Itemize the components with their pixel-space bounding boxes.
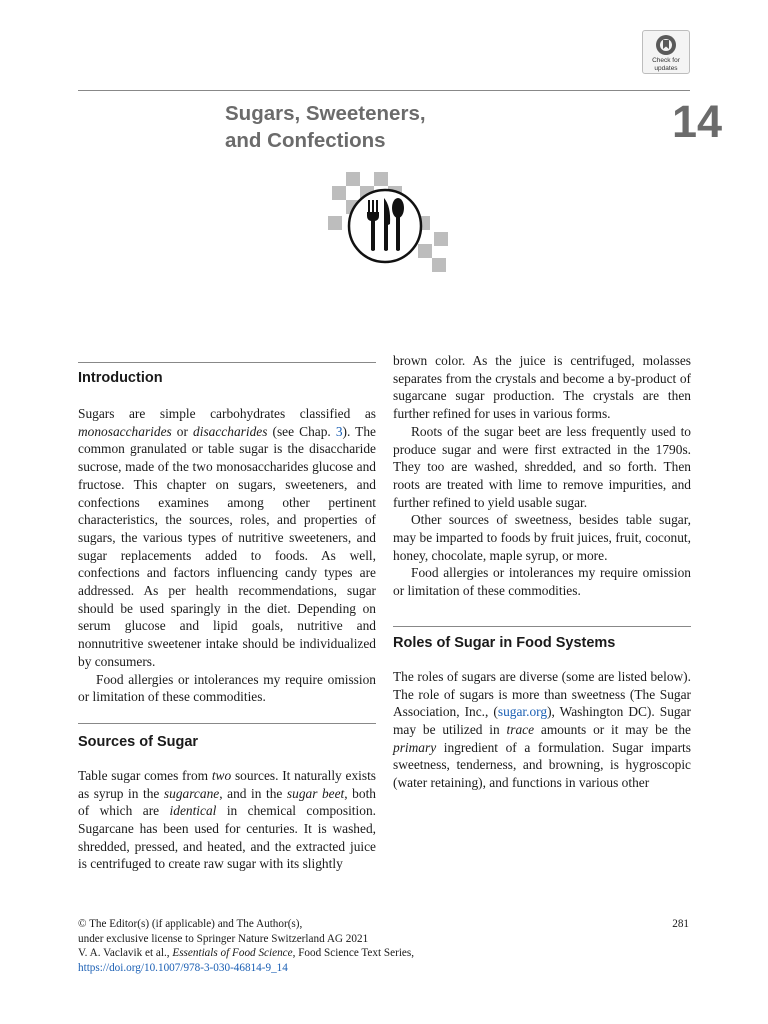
section-heading-roles: Roles of Sugar in Food Systems [393,634,616,651]
sugar-org-link[interactable]: sugar.org [497,704,548,720]
copyright-line: © The Editor(s) (if applicable) and The Author(s), [78,918,303,930]
right-column [393,352,691,792]
badge-label-line1: Check for [652,57,680,64]
introduction-paragraph-2: Food allergies or intolerances my require omission or limitation of these commodities. [78,671,376,705]
left-column [78,362,376,873]
chapter-title [225,100,585,154]
introduction-paragraph-1: Sugars are simple carbohydrates classified as monosaccharides or disaccharides (see Chap. 3). The common granulated or table sugar is the disaccharide sucrose, made of the two monosaccharides glucose and fructose. This chapter on sugars, sweeteners, and confections examines among other pertinent characteristics, the sources, roles, and properties of sugars, the various types of nutritive sweeteners, and sugar replacements added to foods. As well, confections and factors influencing candy types are addressed. As per health recommendations, sugar should be used sparingly in the diet. Depending on serum glucose and lipid goals, nutritive and nonnutritive sweetener intake should be individualized by consumers. [78,406,377,669]
sources-paragraph-2: Roots of the sugar beet are less frequently used to produce sugar and were first extracted in the 1790s. They too are washed, shredded, and so forth. Then roots are treated with lime to remove impurities, and further refined to yield usable sugar. [393,423,691,510]
sources-paragraph-3: Other sources of sweetness, besides table sugar, may be imparted to foods by fruit juices, fruit, coconut, honey, chocolate, maple syrup, or more. [393,512,691,563]
citation-line: V. A. Vaclavik et al., Essentials of Food Science, Food Science Text Series, [78,947,415,960]
chapter-3-link[interactable]: 3 [335,423,343,439]
header-rule [78,90,690,91]
bookmark-circle-icon [655,34,677,56]
page-number: 281 [672,918,689,930]
footer-legal [78,917,638,975]
chapter-title-line1: Sugars, Sweeteners, [225,102,426,125]
badge-label-line2: updates [654,65,678,72]
fork-knife-spoon-icon [328,170,452,274]
doi-link[interactable]: https://doi.org/10.1007/978-3-030-46814-9_14 [78,961,288,974]
section-heading-sources: Sources of Sugar [78,733,199,750]
sources-paragraph-1-continued: brown color. As the juice is centrifuged, molasses separates from the crystals and become a by-product of sugarcane sugar production. The crystals are then further refined for uses in various forms. [393,353,691,422]
license-line: under exclusive license to Springer Nature Switzerland AG 2021 [78,932,369,945]
section-rule [78,362,376,363]
section-rule [393,626,691,627]
section-rule [78,723,376,724]
sources-paragraph-4: Food allergies or intolerances my require omission or limitation of these commodities. [393,565,691,599]
roles-paragraph-1: The roles of sugars are diverse (some are listed below). The role of sugars is more than sweetness (The Sugar Association, Inc., (sugar.org), Washington DC). Sugar may be utilized in trace amounts or it may be the primary ingredient of a formulation. Sugar imparts sweetness, tenderness, and browning, is hygroscopic (water retaining), and functions in various other [393,668,691,791]
section-heading-introduction: Introduction [78,370,163,386]
chapter-title-line2: and Confections [225,129,386,152]
sources-paragraph-1: Table sugar comes from two sources. It naturally exists as syrup in the sugarcane, and in the sugar beet, both of which are identical in chemical composition. Sugarcane has been used for centuries. It is washed, shredded, pressed, and heated, and the extracted juice is centrifuged to create raw sugar with its slightly [78,767,376,872]
chapter-number: 14 [671,96,722,147]
check-for-updates-badge[interactable] [642,30,690,74]
